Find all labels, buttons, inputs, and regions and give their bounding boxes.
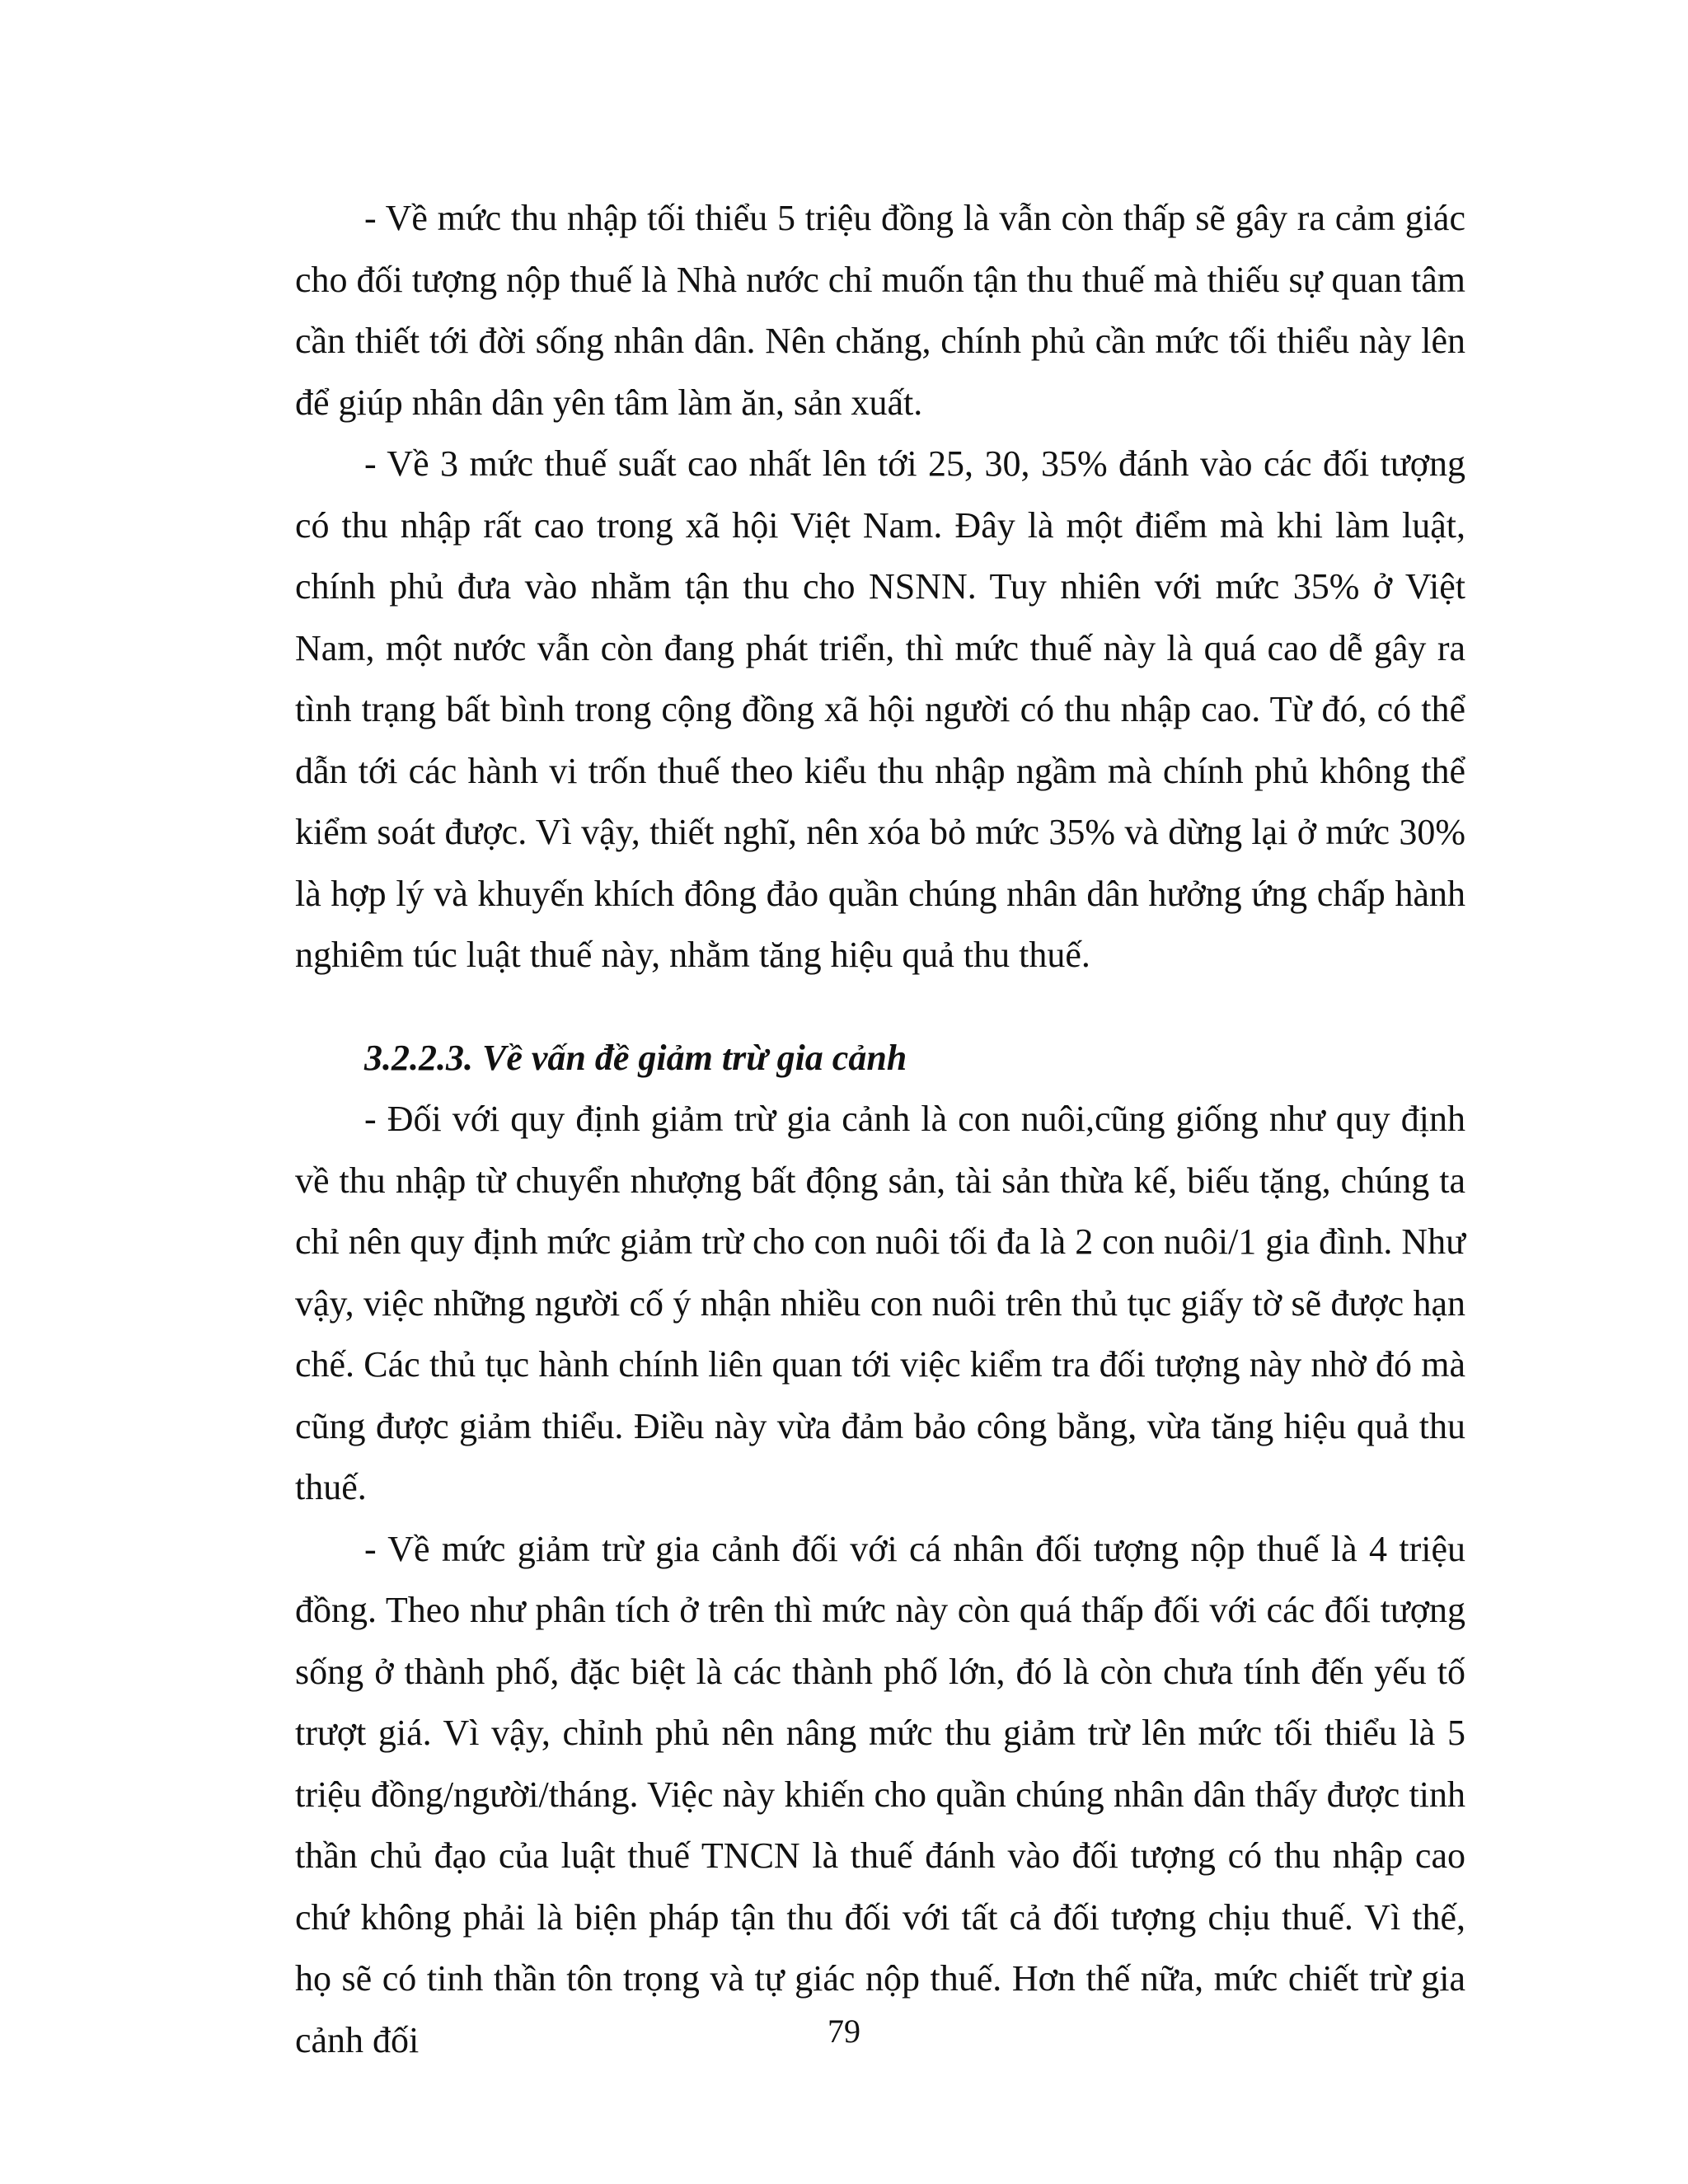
section-heading: 3.2.2.3. Về vấn đề giảm trừ gia cảnh [364,1037,907,1078]
paragraph-income-threshold: - Về mức thu nhập tối thiểu 5 triệu đồng là vẫn còn thấp sẽ gây ra cảm giác cho đối tượng nộp thuế là Nhà nước chỉ muốn tận thu thuế mà thiếu sự quan tâm cần thiết tới đời sống nhân dân. Nên chăng, chính phủ cần mức tối thiểu này lên để giúp nhân dân yên tâm làm ăn, sản xuất. [295,198,1465,423]
page-number: 79 [828,2013,860,2050]
paragraph-adopted-children: - Đối với quy định giảm trừ gia cảnh là con nuôi,cũng giống như quy định về thu nhập từ chuyển nhượng bất động sản, tài sản thừa kế, biếu tặng, chúng ta chỉ nên quy định mức giảm trừ cho con nuôi tối đa là 2 con nuôi/1 gia đình. Như vậy, việc những người cố ý nhận nhiều con nuôi trên thủ tục giấy tờ sẽ được hạn chế. Các thủ tục hành chính liên quan tới việc kiểm tra đối tượng này nhờ đó mà cũng được giảm thiểu. Điều này vừa đảm bảo công bằng, vừa tăng hiệu quả thu thuế. [295,1099,1465,1507]
paragraph-personal-deduction: - Về mức giảm trừ gia cảnh đối với cá nhân đối tượng nộp thuế là 4 triệu đồng. Theo như phân tích ở trên thì mức này còn quá thấp đối với các đối tượng sống ở thành phố, đặc biệt là các thành phố lớn, đó là còn chưa tính đến yếu tố trượt giá. Vì vậy, chỉnh phủ nên nâng mức thu giảm trừ lên mức tối thiểu là 5 triệu đồng/người/tháng. Việc này khiến cho quần chúng nhân dân thấy được tinh thần chủ đạo của luật thuế TNCN là thuế đánh vào đối tượng có thu nhập cao chứ không phải là biện pháp tận thu đối với tất cả đối tượng chịu thuế. Vì thế, họ sẽ có tinh thần tôn trọng và tự giác nộp thuế. Hơn thế nữa, mức chiết trừ gia cảnh đối [295,1528,1465,2060]
paragraph-tax-rates: - Về 3 mức thuế suất cao nhất lên tới 25, 30, 35% đánh vào các đối tượng có thu nhập rất cao trong xã hội Việt Nam. Đây là một điểm mà khi làm luật, chính phủ đưa vào nhằm tận thu cho NSNN. Tuy nhiên với mức 35% ở Việt Nam, một nước vẫn còn đang phát triển, thì mức thuế này là quá cao dễ gây ra tình trạng bất bình trong cộng đồng xã hội người có thu nhập cao. Từ đó, có thể dẫn tới các hành vi trốn thuế theo kiểu thu nhập ngầm mà chính phủ không thể kiểm soát được. Vì vậy, thiết nghĩ, nên xóa bỏ mức 35% và dừng lại ở mức 30% là hợp lý và khuyến khích đông đảo quần chúng nhân dân hưởng ứng chấp hành nghiêm túc luật thuế này, nhằm tăng hiệu quả thu thuế. [295,443,1465,975]
document-page [295,188,1465,2071]
